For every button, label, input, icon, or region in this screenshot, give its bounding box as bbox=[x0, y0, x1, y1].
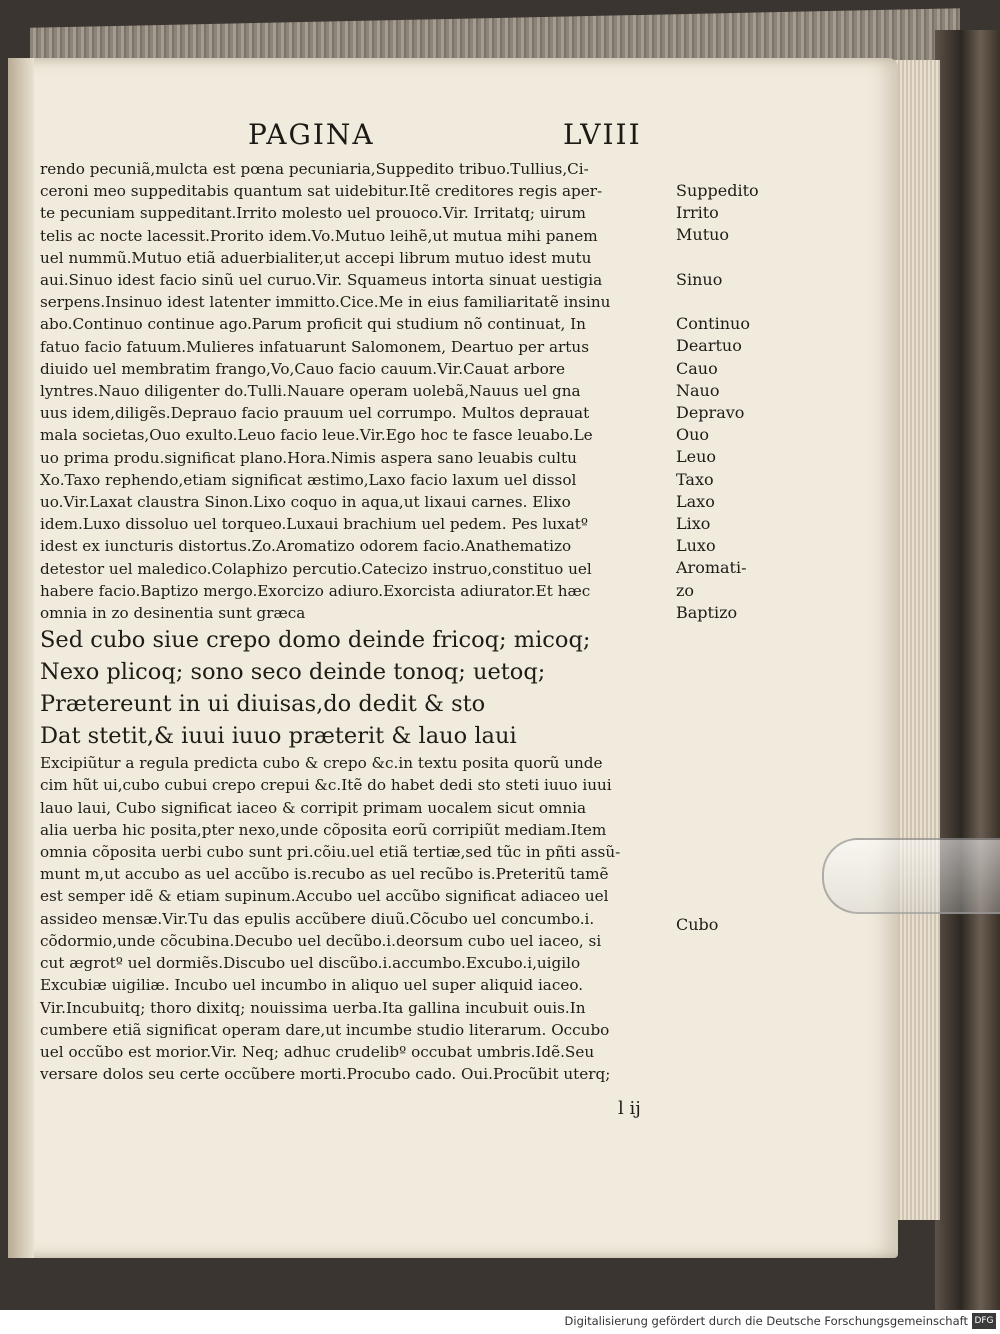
margin-note: Luxo bbox=[676, 536, 716, 556]
margin-note: Aromati- bbox=[676, 558, 747, 578]
commentary-line: est semper idẽ & etiam supinum.Accubo uel accũbo significat adiaceo uel bbox=[40, 887, 609, 906]
commentary-line: Excipiũtur a regula predicta cubo & crepo &c.in textu posita quorũ unde bbox=[40, 754, 603, 773]
text-line: telis ac nocte lacessit.Prorito idem.Vo.Mutuo leihẽ,ut mutua mihi panem bbox=[40, 226, 598, 245]
commentary-line: uel occũbo est morior.Vir. Neq; adhuc crudelibº occubat umbris.Idẽ.Seu bbox=[40, 1042, 595, 1061]
margin-note: Suppedito bbox=[676, 181, 759, 200]
signature-mark: l ij bbox=[618, 1098, 641, 1119]
text-line: idem.Luxo dissoluo uel torqueo.Luxaui brachium uel pedem. Pes luxatº bbox=[40, 515, 589, 534]
text-line: diuido uel membratim frango,Vo,Cauo facio cauum.Vir.Cauat arbore bbox=[40, 359, 565, 378]
binding-edge bbox=[935, 30, 1000, 1310]
verse-line: Nexo plicoq; sono seco deinde tonoq; uetoq; bbox=[40, 659, 546, 686]
verse-line: Dat stetit,& iuui iuuo præterit & lauo laui bbox=[40, 723, 517, 750]
margin-note: Deartuo bbox=[676, 336, 742, 356]
commentary-line: omnia cõposita uerbi cubo sunt pri.cõiu.uel etiã tertiæ,sed tũc in pñti assũ- bbox=[40, 843, 621, 862]
margin-note: Cubo bbox=[676, 915, 719, 935]
commentary-line: cim hũt ui,cubo cubui crepo crepui &c.Itẽ do habet dedi sto steti iuuo iuui bbox=[40, 776, 612, 795]
text-line: uo.Vir.Laxat claustra Sinon.Lixo coquo in aqua,ut lixaui carnes. Elixo bbox=[40, 493, 571, 512]
running-head-title: PAGINA bbox=[248, 118, 375, 151]
text-line: habere facio.Baptizo mergo.Exorcizo adiuro.Exorcista adiurator.Et hæc bbox=[40, 581, 591, 600]
margin-note: Cauo bbox=[676, 358, 718, 378]
margin-note: Lixo bbox=[676, 514, 711, 533]
commentary-line: Excubiæ uigiliæ. Incubo uel incumbo in aliquo uel super aliquid iaceo. bbox=[40, 976, 584, 995]
text-line: serpens.Insinuo idest latenter immitto.Cice.Me in eius familiaritatẽ insinu bbox=[40, 293, 611, 312]
text-line: mala societas,Ouo exulto.Leuo facio leue.Vir.Ego hoc te fasce leuabo.Le bbox=[40, 426, 593, 445]
text-line: uel nummũ.Mutuo etiã aduerbialiter,ut accepi librum mutuo idest mutu bbox=[40, 248, 592, 267]
text-line: detestor uel maledico.Colaphizo percutio.Catecizo instruo,constituo uel bbox=[40, 559, 592, 578]
verse-line: Prætereunt in ui diuisas,do dedit & sto bbox=[40, 691, 486, 718]
margin-note: Nauo bbox=[676, 380, 720, 400]
main-text bbox=[40, 158, 670, 1085]
margin-note: Ouo bbox=[676, 425, 710, 445]
commentary-line: Vir.Incubuitq; thoro dixitq; nouissima uerba.Ita gallina incubuit ouis.In bbox=[40, 998, 586, 1017]
margin-note: zo bbox=[676, 580, 695, 600]
commentary-line: cõdormio,unde cõcubina.Decubo uel decũbo.i.deorsum cubo uel iaceo, si bbox=[40, 931, 602, 950]
page-clip bbox=[822, 838, 1000, 914]
margin-note: Laxo bbox=[676, 491, 715, 511]
text-line: te pecuniam suppeditant.Irrito molesto uel prouoco.Vir. Irritatq; uirum bbox=[40, 204, 586, 223]
commentary-line: assideo mensæ.Vir.Tu das epulis accũbere diuũ.Cõcubo uel concumbo.i. bbox=[40, 909, 595, 928]
commentary-line: versare dolos seu certe occũbere morti.Procubo cado. Oui.Procũbit uterq; bbox=[40, 1065, 611, 1084]
text-line: idest ex iuncturis distortus.Zo.Aromatizo odorem facio.Anathematizo bbox=[40, 537, 572, 556]
commentary-line: cut ægrotº uel dormiẽs.Discubo uel discũbo.i.accumbo.Excubo.i,uigilo bbox=[40, 954, 581, 973]
margin-note: Sinuo bbox=[676, 269, 723, 289]
text-line: Xo.Taxo rephendo,etiam significat æstimo,Laxo facio laxum uel dissol bbox=[40, 470, 577, 489]
text-line: uo prima produ.significat plano.Hora.Nimis aspera sano leuabis cultu bbox=[40, 448, 577, 467]
margin-note: Taxo bbox=[676, 469, 714, 489]
commentary-line: alia uerba hic posita,pter nexo,unde cõposita eorũ corripiũt mediam.Item bbox=[40, 820, 607, 839]
margin-note: Continuo bbox=[676, 314, 750, 334]
text-line: ceroni meo suppeditabis quantum sat uidebitur.Itẽ creditores regis aper- bbox=[40, 182, 603, 201]
page-gutter bbox=[8, 58, 34, 1258]
margin-note: Baptizo bbox=[676, 602, 738, 622]
text-line: fatuo facio fatuum.Mulieres infatuarunt Salomonem, Deartuo per artus bbox=[40, 337, 589, 356]
text-line: rendo pecuniã,mulcta est pœna pecuniaria,Suppedito tribuo.Tullius,Ci- bbox=[40, 160, 589, 178]
text-line: lyntres.Nauo diligenter do.Tulli.Nauare operam uolebã,Nauus uel gna bbox=[40, 382, 581, 401]
dfg-logo: DFG bbox=[972, 1313, 996, 1329]
book-page bbox=[8, 58, 898, 1258]
text-line: uus idem,diligẽs.Deprauo facio prauum uel corrumpo. Multos deprauat bbox=[40, 404, 590, 423]
commentary-line: cumbere etiã significat operam dare,ut incumbe studio literarum. Occubo bbox=[40, 1020, 610, 1039]
verse-line: Sed cubo siue crepo domo deinde fricoq; micoq; bbox=[40, 627, 591, 654]
text-line: omnia in zo desinentia sunt græca bbox=[40, 604, 306, 623]
text-line: aui.Sinuo idest facio sinũ uel curuo.Vir. Squameus intorta sinuat uestigia bbox=[40, 271, 603, 290]
commentary-line: lauo laui, Cubo significat iaceo & corripit primam uocalem sicut omnia bbox=[40, 798, 587, 817]
margin-note: Mutuo bbox=[676, 225, 730, 245]
folio-number: LVIII bbox=[563, 118, 642, 151]
margin-note: Depravo bbox=[676, 403, 745, 422]
commentary-line: munt m,ut accubo as uel accũbo is.recubo as uel recũbo is.Preteritũ tamẽ bbox=[40, 865, 609, 884]
margin-note: Leuo bbox=[676, 447, 717, 467]
footer-bar bbox=[0, 1310, 1000, 1334]
text-line: abo.Continuo continue ago.Parum proficit qui studium nõ continuat, In bbox=[40, 315, 586, 334]
margin-note: Irrito bbox=[676, 203, 719, 223]
funding-credit: Digitalisierung gefördert durch die Deutsche Forschungsgemeinschaft bbox=[564, 1314, 968, 1328]
